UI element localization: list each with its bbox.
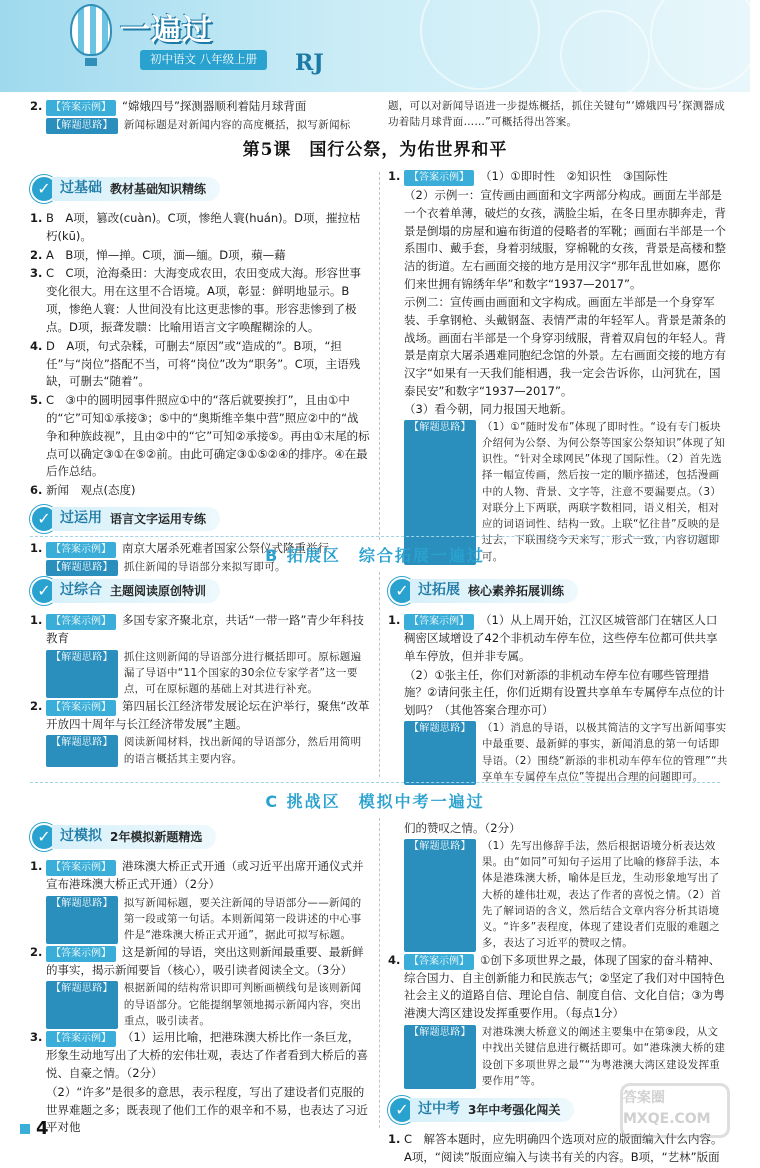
answer-text: [404, 168, 728, 186]
edition-mark: RJ: [295, 50, 324, 76]
answer-content: （1）①即时性 ②知识性 ③国际性: [480, 169, 668, 183]
banner-pill: [52, 579, 220, 603]
balloon-basket-icon: [85, 58, 97, 66]
answer-tag: 【答案示例】: [46, 946, 116, 962]
section-desc: 3年中考强化闯关: [468, 1102, 561, 1117]
hint-text: 新闻标题是对新闻内容的高度概括，拟写新闻标: [123, 119, 351, 131]
question-number: 1.: [30, 859, 43, 873]
section-simulation: [30, 816, 370, 1137]
answer-text: C ③中的圆明园事件照应①中的“落后就要挨打”，且由①中的“它”可知①承接③；⑤中的“奥斯维辛集中营”照应②中的“战争和种族歧视”，且由②中的“它”可知②承接⑤。再由①末尾的标点可以确定③①在⑤②前。由此可确定③①⑤②④的排序。④在最后作总结。: [46, 393, 370, 479]
decor-circle: [650, 0, 760, 90]
hint-tag: 【解题思路】: [46, 981, 118, 1029]
zone-title-b: B 拓展区 综合拓展一遍过: [265, 546, 485, 565]
answer-row: [30, 698, 370, 734]
hint-row: [388, 1024, 728, 1089]
watermark-logo: 答案圈 MXQE.COM: [620, 1083, 730, 1138]
hint-row: [30, 980, 370, 1029]
list-item: [30, 210, 370, 246]
section-name: 过模拟: [60, 828, 102, 845]
hint-tag: 【解题思路】: [46, 560, 118, 576]
top-right-block: [388, 98, 728, 131]
banner-pill: [52, 177, 220, 201]
hint-text: 抓住这则新闻的导语部分进行概括即可。原标题遍漏了导语中“11个国家的30余位专家学者”这一要点，可在原标题的基础上对其进行补充。: [123, 650, 362, 696]
banner-pill: [410, 579, 578, 603]
check-icon: ✓: [388, 577, 416, 605]
section-desc: 语言文字运用专练: [110, 511, 207, 526]
page-content: [0, 92, 750, 1164]
section-banner: [30, 576, 370, 606]
question-number: 2.: [30, 944, 43, 959]
section-name: 过运用: [60, 510, 102, 527]
section-basics: [30, 168, 370, 576]
hint-tag: 【解题思路】: [46, 650, 118, 698]
page-header: [0, 0, 750, 92]
section-desc: 核心素养拓展训练: [468, 583, 565, 598]
answer-text: [46, 944, 370, 980]
hint-tag: 【解题思路】: [404, 420, 476, 565]
hint-text: 抓住新闻的导语部分来拟写即可。: [123, 561, 286, 573]
list-item: [30, 392, 370, 481]
answer-text: [46, 98, 370, 116]
question-number: 1.: [388, 169, 401, 183]
hint-row: [388, 838, 728, 952]
hint-row: [30, 117, 370, 134]
decor-circle: [560, 10, 650, 100]
answer-row: [388, 168, 728, 186]
page-marker-icon: [20, 1124, 30, 1134]
answer-paragraph: （2）①张主任，你们对新添的非机动车停车位有哪些管理措施？②请问张主任，你们近期有设置共享单车专属停车点位的计划吗？（其他答案合理亦可）: [404, 667, 725, 718]
banner-pill: [52, 825, 216, 849]
list-item: [30, 482, 370, 500]
answer-tag: 【答案示例】: [46, 614, 116, 630]
answer-paragraph: 示例二：宣传画由画面和文字构成。画面左半部是一个身穿军装、手拿钢枪、头戴钢盔、表情严肃的年轻军人。背景是萧条的战场。画面右半部是一个身穿羽绒服，背着双肩包的年轻人。背景是南京大屠杀遇难同胞纪念馆的外景。左右画面交接的地方有汉字“如果有一天我们能相遇，我一定会告诉你，山河犹在，国泰民安”和数字“1937—2017”。: [404, 294, 726, 398]
answer-tag: 【答案示例】: [46, 860, 116, 876]
hint-row: [30, 649, 370, 698]
brand-logo: 一遍过: [120, 13, 213, 48]
section-comprehensive: [30, 570, 370, 767]
question-number: 6.: [30, 483, 43, 498]
answer-text: [404, 952, 728, 1023]
answer-content: “嫦娥四号”探测器顺利着陆月球背面: [122, 99, 307, 113]
question-number: 2.: [30, 99, 43, 113]
section-banner: [30, 504, 370, 534]
question-number: 1.: [30, 613, 43, 627]
answer-text: B A项，篡改(cuàn)。C项，惨绝人寰(huán)。D项，摧拉枯朽(kū)。: [46, 211, 361, 243]
answer-row: [30, 612, 370, 648]
hint-row: [30, 734, 370, 767]
answer-row: [30, 944, 370, 980]
banner-pill: [52, 507, 220, 531]
question-number: 3.: [30, 266, 43, 281]
answer-tag: 【答案示例】: [46, 100, 116, 116]
answer-text: [404, 612, 728, 666]
balloon-icon: [70, 4, 112, 56]
answer-text: A B项，惮—掸。C项，湎—缅。D项，蘋—藉: [46, 247, 286, 262]
hint-tag: 【解题思路】: [46, 735, 118, 767]
section-name: 过拓展: [418, 582, 460, 599]
check-icon: ✓: [388, 1096, 416, 1124]
question-number: 1.: [30, 211, 43, 225]
question-number: 3.: [30, 1030, 43, 1045]
hint-text: 拟写新闻标题，要关注新闻的导语部分——新闻的第一段或第一句话。本则新闻第一段讲述的中心事件是“港珠澳大桥正式开通”，据此可拟写标题。: [123, 896, 362, 942]
answer-tag: 【答案示例】: [46, 700, 116, 716]
page-number-text: 4: [36, 1118, 49, 1139]
list-item: [30, 265, 370, 336]
hint-row: [388, 419, 728, 565]
column-divider: [379, 818, 380, 1128]
lesson-title: 第5课 国行公祭，为佑世界和平: [242, 140, 508, 160]
answer-row: [30, 1029, 370, 1083]
answer-row: [388, 952, 728, 1023]
section-banner: [30, 174, 370, 204]
section-desc: 教材基础知识精练: [110, 181, 207, 196]
hint-text: 对港珠澳大桥意义的阐述主要集中在第⑨段，从文中找出关键信息进行概括即可。如“港珠澳大桥的建设创下多项世界之最”“为粤港澳大湾区建设发挥重要作用”等。: [481, 1026, 726, 1087]
question-number: 1.: [388, 613, 401, 627]
hint-text: （1）先写出修辞手法，然后根据语境分析表达效果。由“如同”可知句子运用了比喻的修辞手法，本体是港珠澳大桥，喻体是巨龙，生动形象地写出了大桥的雄伟壮观，表达了作者的喜悦之情。（2）首先了解词语的含义，然后结合文章内容分析其语境义。“许多”表程度，体现了建设者们克服的难题之多，表达了习近平的赞叹之情。: [481, 839, 722, 950]
answer-text: C C项，沧海桑田：大海变成农田，农田变成大海。形容世事变化很大。用在这里不合语境。A项，彰显：鲜明地显示。B项，惨绝人寰：人世间没有比这更悲惨的事。形容悲惨到了极点。D项，振聋发聩：比喻用语言文字唤醒糊涂的人。: [46, 266, 362, 334]
section-desc: 2年模拟新题精选: [110, 829, 203, 844]
hint-text: （1）①“随时发布”体现了即时性。“设有专门板块介绍何为公祭、为何公祭等国家公祭知识”体现了知识性。“针对全球网民”体现了国际性。（2）首先选择一幅宣传画，然后按一定的顺序描述，包括漫画中的人物、背景、文字等，注意不要漏要点。（3）对联分上下两联，两联字数相同，语义相关，相对应的词语词性、结构一致。上联“忆往昔”反映的是过去，下联围绕今天来写，形式一致，内容切题即可。: [481, 420, 726, 563]
check-icon: ✓: [30, 175, 58, 203]
answer-text: [46, 612, 370, 648]
hint-row: [388, 720, 728, 785]
list-item: [30, 247, 370, 265]
question-number: 2.: [30, 247, 43, 262]
answer-tag: 【答案示例】: [404, 614, 474, 630]
answer-tag: 【答案示例】: [404, 170, 474, 186]
answer-text: [46, 698, 370, 734]
section-banner: [30, 822, 370, 852]
answer-row: [388, 612, 728, 666]
answer-content: 港珠澳大桥正式开通（或习近平出席开通仪式并宣布港珠澳大桥正式开通）（2分）: [46, 859, 364, 891]
answer-paragraph: （3）看今朝，同力报国天地新。: [404, 401, 573, 416]
hint-tag: 【解题思路】: [404, 839, 476, 952]
answer-row: [30, 858, 370, 894]
book-subtitle: 初中语文 八年级上册: [140, 50, 267, 70]
hint-row: [30, 895, 370, 944]
decor-circle: [420, 0, 540, 90]
answer-text: [46, 858, 370, 894]
hint-text: 阅读新闻材料，找出新闻的导语部分，然后用简明的语言概括其主要内容。: [123, 736, 362, 765]
question-number: 4.: [30, 338, 43, 353]
question-number: 4.: [388, 952, 401, 967]
answer-content: （1）从上周开始，江汉区城管部门在辖区人口稠密区域增设了42个非机动车停车位，这些停车位都可供共享单车停放，但并非专属。: [404, 613, 718, 663]
answer-content: 这是新闻的导语，突出这则新闻最重要、最新鲜的事实，揭示新闻要旨（核心），吸引读者阅读全文。（3分）: [46, 944, 364, 977]
answer-content: 多国专家齐聚北京，共话“一带一路”青少年科技教育: [46, 613, 364, 645]
question-number: 2.: [30, 698, 43, 713]
hint-text: （1）消息的导语，以极其简洁的文字写出新闻事实中最重要、最新鲜的事实，新闻消息的第一句话即导语。（2）围绕“新添的非机动车停车位的管理”“共享单车专属停车点位”等提出合理的问题即可。: [481, 722, 728, 783]
section-banner: [388, 576, 728, 606]
check-icon: ✓: [30, 823, 58, 851]
answer-paragraph: （2）示例一：宣传画由画面和文字两部分构成。画面左半部是一个衣着单薄，破烂的女孩，满脸尘垢，在冬日里赤脚奔走，背景是倒塌的房屋和遍布街道的侵略者的军靴；画面右半部是一个系围巾、戴手套，身着羽绒服，穿棉靴的女孩，背景是高楼和整洁的街道。左右画面交接的地方是用汉字“那年乱世如麻，愿你们来世拥有锦绣年华”和数字“1937—2017”。: [404, 188, 726, 292]
list-item: [30, 338, 370, 391]
answer-text: D A项，句式杂糅，可删去“原因”或“造成的”。B项，“担任”与“岗位”搭配不当，可将“岗位”改为“职务”。C项，主语残缺，可删去“随着”。: [46, 338, 361, 389]
zone-title-c: C 挑战区 模拟中考一遍过: [265, 792, 485, 811]
hint-continuation: 题，可以对新闻导语进一步提炼概括，抓住关键句“‘嫦娥四号’探测器成功着陆月球背面……”可概括得出答案。: [388, 100, 726, 129]
section-name: 过中考: [418, 1101, 460, 1118]
column-divider: [379, 172, 380, 540]
section-right-answers: [388, 168, 728, 565]
question-number: 1.: [30, 541, 43, 555]
answer-tag: 【答案示例】: [404, 954, 474, 970]
hint-tag: 【解题思路】: [46, 896, 118, 944]
top-left-block: [30, 98, 370, 134]
answer-text: [46, 1029, 370, 1083]
hint-tag: 【解题思路】: [404, 1025, 476, 1089]
zone-divider: [30, 536, 720, 537]
check-icon: ✓: [30, 577, 58, 605]
page-number: [20, 1115, 49, 1143]
hint-tag: 【解题思路】: [46, 118, 118, 134]
column-divider: [379, 572, 380, 777]
answer-text: 新闻 观点(态度): [46, 483, 136, 498]
answer-tag: 【答案示例】: [46, 542, 116, 558]
answer-tag: 【答案示例】: [46, 1031, 116, 1047]
answer-content: （1）运用比喻，把港珠澳大桥比作一条巨龙，形象生动地写出了大桥的宏伟壮观，表达了作者看到大桥后的喜悦、自豪之情。（2分）: [46, 1030, 368, 1081]
section-expansion: [388, 570, 728, 785]
hint-tag: 【解题思路】: [404, 721, 476, 785]
banner-pill: [410, 1098, 574, 1122]
question-number: 5.: [30, 393, 43, 408]
zone-divider: [30, 782, 720, 783]
answer-content: 第四届长江经济带发展论坛在沪举行，聚焦“改革开放四十周年与长江经济带发展”主题。: [46, 698, 370, 731]
section-name: 过综合: [60, 582, 102, 599]
check-icon: ✓: [30, 505, 58, 533]
question-number: 1.: [388, 1132, 401, 1147]
answer-paragraph: 们的赞叹之情。（2分）: [404, 821, 521, 835]
answer-content: ①创下多项世界之最，体现了国家的奋斗精神、综合国力、自主创新能力和民族志气；②坚定了我们对中国特色社会主义的道路自信、理论自信、制度自信、文化自信；③为粤港澳大湾区建设发挥重要作用。（每点1分）: [404, 952, 725, 1021]
answer-content: 南京大屠杀死难者国家公祭仪式隆重举行: [122, 541, 329, 555]
answer-paragraph: （2）“许多”是很多的意思，表示程度，写出了建设者们克服的世界难题之多；既表现了他们工作的艰辛和不易，也表达了习近平对他: [46, 1084, 368, 1135]
section-desc: 主题阅读原创特训: [110, 583, 207, 598]
hint-text: 根据新闻的结构常识即可判断画横线句是该则新闻的导语部分。它能提纲挈领地揭示新闻内容，突出重点，吸引读者。: [123, 982, 362, 1027]
section-name: 过基础: [60, 180, 102, 197]
answer-text: C 解答本题时，应先明确四个选项对应的版面编入什么内容。A项，“阅读”版面应编入与读书有关的内容。B项，“艺林”版面: [404, 1132, 723, 1164]
answer-row: [30, 98, 370, 116]
